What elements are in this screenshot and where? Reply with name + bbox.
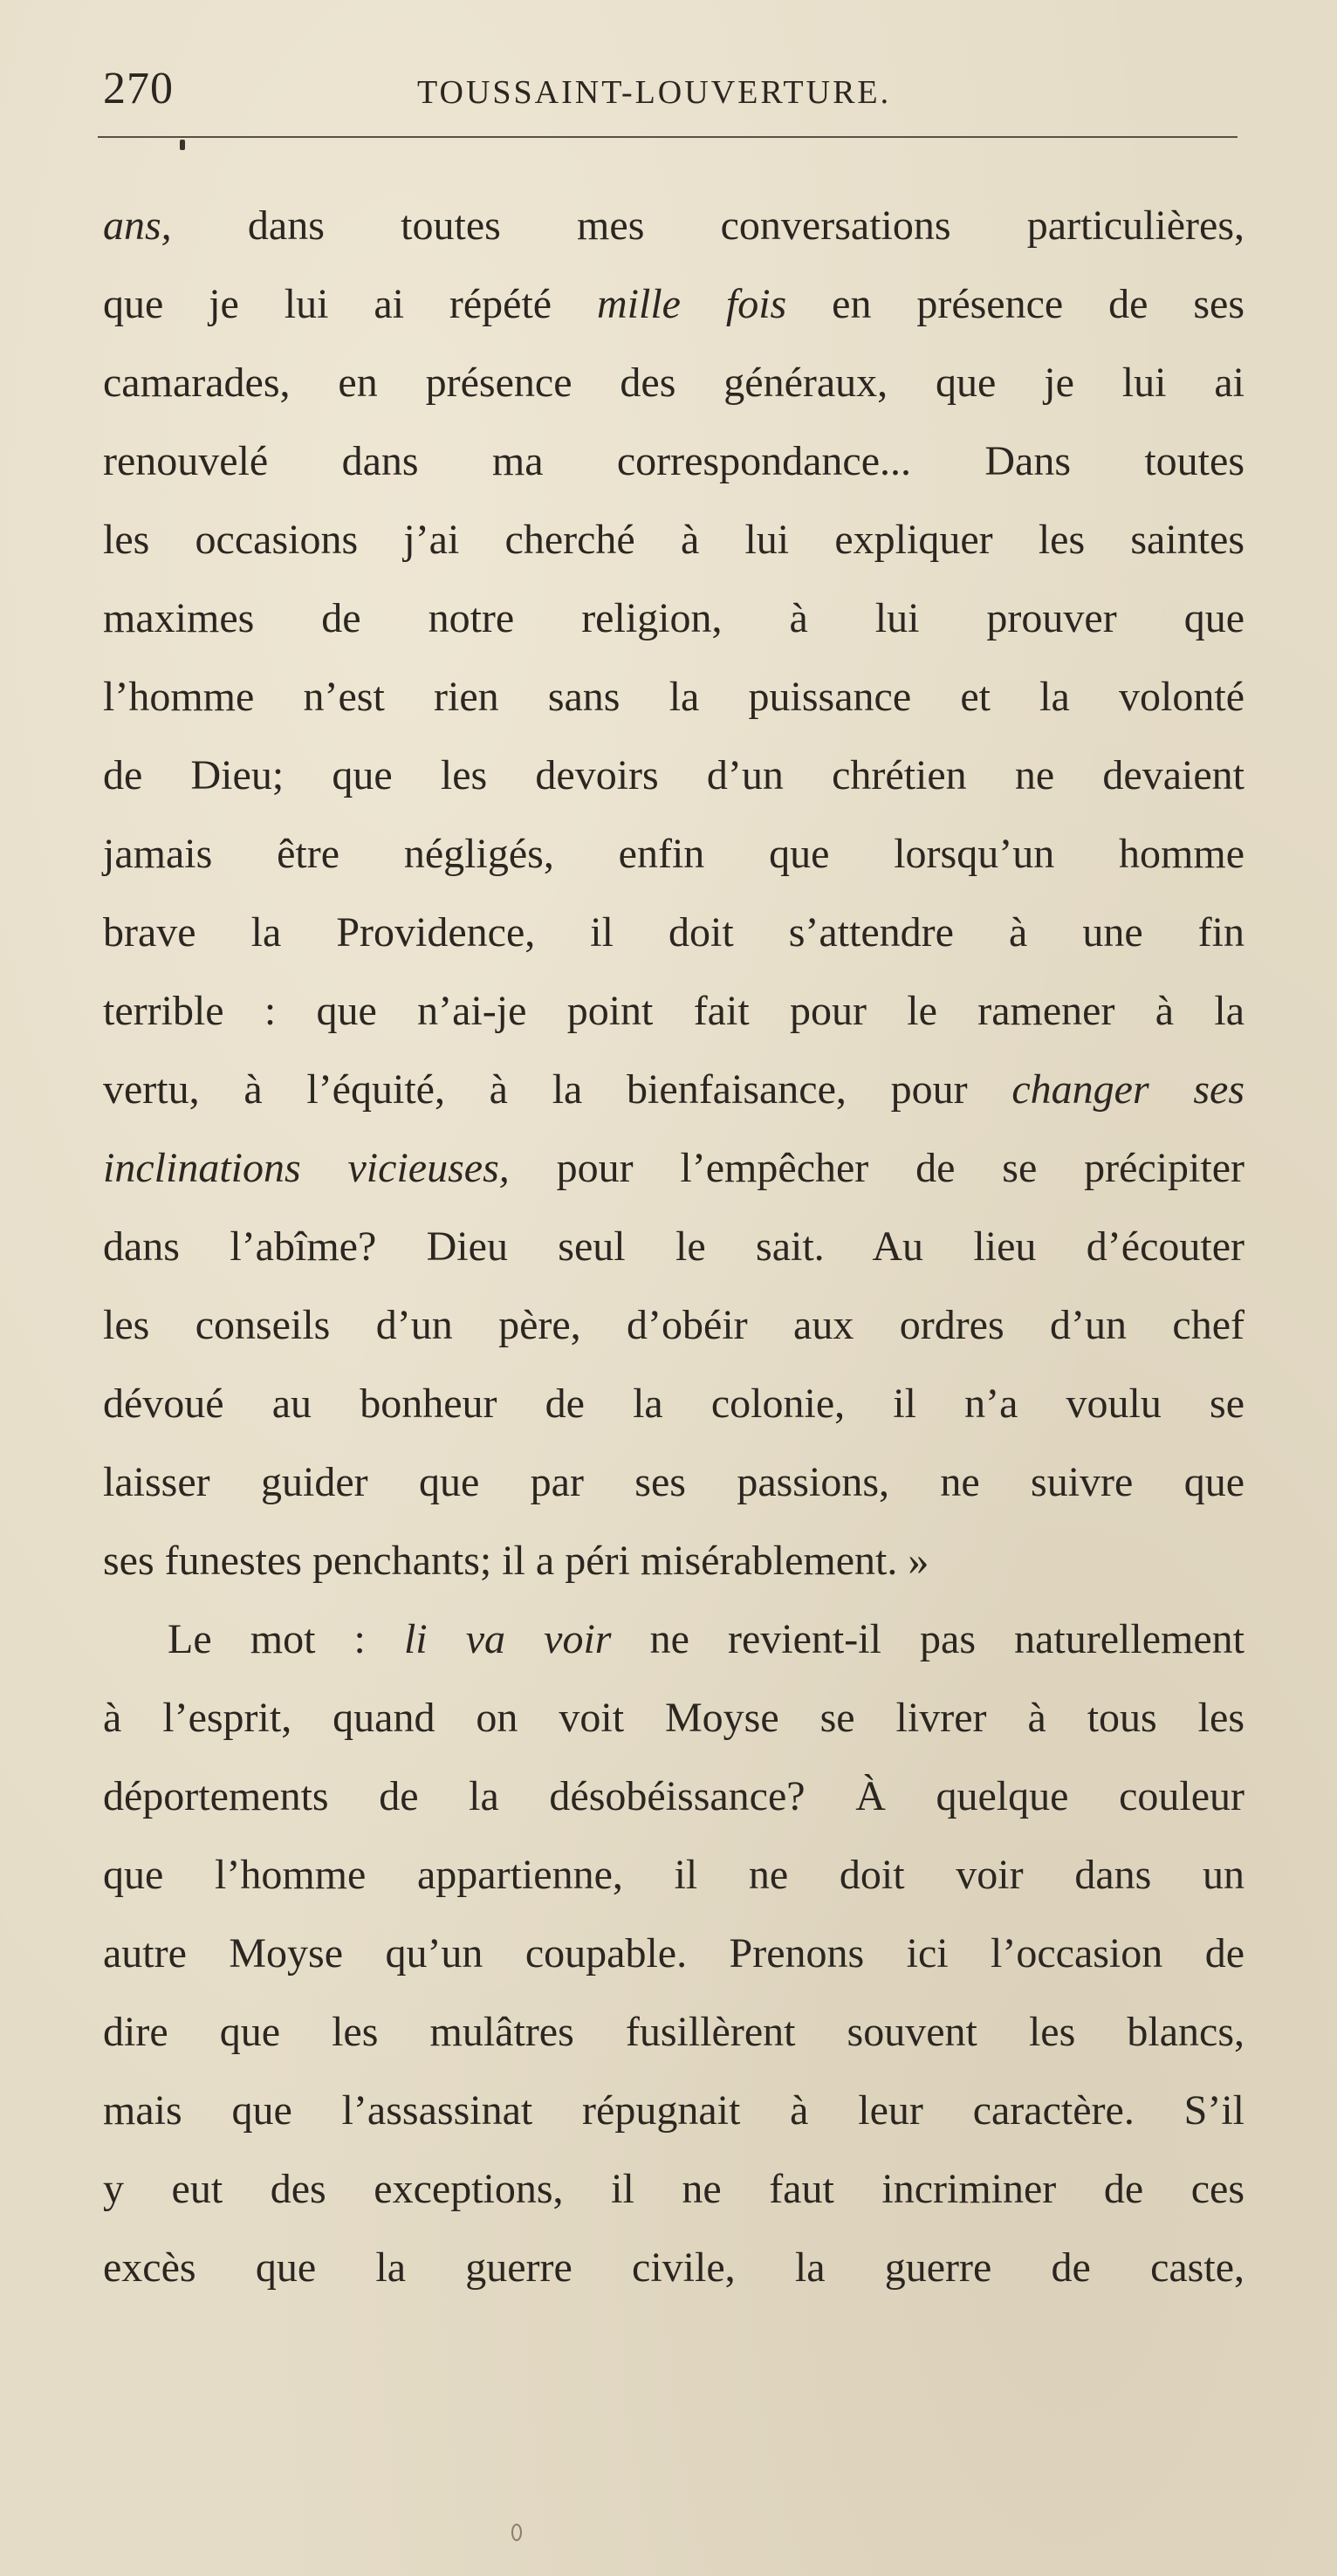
- italic-text: li va voir: [403, 1616, 612, 1662]
- text-segment: dans l’abîme? Dieu seul le sait. Au lieu d’écouter: [103, 1223, 1244, 1270]
- text-line: [103, 815, 1244, 894]
- text-segment: l’homme n’est rien sans la puissance et la volonté: [103, 674, 1244, 720]
- text-line: [103, 1757, 1244, 1836]
- text-segment: dire que les mulâtres fusillèrent souvent les blancs,: [103, 2009, 1244, 2055]
- page-number: 270: [103, 64, 174, 113]
- text-line: [103, 1286, 1244, 1365]
- running-title: TOUSSAINT-LOUVERTURE.: [417, 74, 892, 111]
- text-line: [103, 422, 1244, 501]
- text-segment: de Dieu; que les devoirs d’un chrétien ne devaient: [103, 752, 1244, 798]
- text-line: [103, 894, 1244, 972]
- text-segment: maximes de notre religion, à lui prouver que: [103, 595, 1244, 641]
- text-segment: renouvelé dans ma correspondance... Dans toutes: [103, 438, 1244, 484]
- text-segment: pour l’empêcher de se précipiter: [509, 1145, 1244, 1191]
- text-line: [103, 736, 1244, 815]
- italic-text: mille fois: [597, 281, 787, 327]
- text-line: [103, 1365, 1244, 1443]
- body-text: [103, 187, 1244, 2307]
- text-line: [103, 344, 1244, 422]
- text-segment: laisser guider que par ses passions, ne suivre que: [103, 1459, 1244, 1505]
- text-segment: camarades, en présence des généraux, que je lui ai: [103, 360, 1244, 406]
- text-segment: les occasions j’ai cherché à lui expliquer les saintes: [103, 517, 1244, 563]
- text-line: [103, 1129, 1244, 1208]
- text-segment: dévoué au bonheur de la colonie, il n’a voulu se: [103, 1380, 1244, 1427]
- text-line: [103, 2229, 1244, 2307]
- text-segment: terrible : que n’ai-je point fait pour le ramener à la: [103, 988, 1244, 1034]
- italic-text: ans,: [103, 202, 172, 249]
- italic-text: inclinations vicieuses,: [103, 1145, 510, 1191]
- text-segment: déportements de la désobéissance? À quelque couleur: [103, 1773, 1244, 1819]
- text-line: [103, 579, 1244, 658]
- text-segment: Le mot :: [168, 1616, 404, 1662]
- text-segment: ses funestes penchants; il a péri misérablement. »: [103, 1538, 929, 1584]
- text-line: [103, 1836, 1244, 1915]
- header-rule: [98, 136, 1238, 138]
- text-segment: brave la Providence, il doit s’attendre à une fin: [103, 909, 1244, 956]
- text-segment: ne revient-il pas naturellement: [611, 1616, 1245, 1662]
- italic-text: changer ses: [1011, 1066, 1244, 1113]
- text-line: [103, 1679, 1244, 1757]
- text-segment: excès que la guerre civile, la guerre de caste,: [103, 2244, 1244, 2291]
- text-segment: dans toutes mes conversations particulières,: [171, 202, 1244, 249]
- text-line: [103, 1443, 1244, 1522]
- text-line: [103, 501, 1244, 579]
- text-line: [103, 1993, 1244, 2072]
- rule-ornament: [180, 140, 185, 150]
- text-line: [103, 1522, 1244, 1600]
- text-segment: y eut des exceptions, il ne faut incriminer de ces: [103, 2166, 1244, 2212]
- text-line: [103, 2072, 1244, 2150]
- running-head: [98, 54, 1248, 124]
- text-segment: autre Moyse qu’un coupable. Prenons ici l’occasion de: [103, 1930, 1244, 1977]
- text-segment: à l’esprit, quand on voit Moyse se livrer à tous les: [103, 1695, 1244, 1741]
- text-line: [103, 2150, 1244, 2229]
- text-line: [103, 1051, 1244, 1129]
- text-line: [103, 1208, 1244, 1286]
- text-segment: jamais être négligés, enfin que lorsqu’un homme: [103, 831, 1244, 877]
- text-line: [103, 658, 1244, 736]
- text-segment: en présence de ses: [786, 281, 1244, 327]
- text-line: [103, 972, 1244, 1051]
- text-segment: les conseils d’un père, d’obéir aux ordres d’un chef: [103, 1302, 1244, 1348]
- footer-mark: [511, 2524, 522, 2541]
- text-line: [103, 265, 1244, 344]
- text-line: [103, 1915, 1244, 1993]
- text-line: [103, 1600, 1244, 1679]
- text-segment: que je lui ai répété: [103, 281, 597, 327]
- text-line: [103, 187, 1244, 265]
- text-segment: mais que l’assassinat répugnait à leur caractère. S’il: [103, 2087, 1244, 2134]
- text-segment: vertu, à l’équité, à la bienfaisance, pour: [103, 1066, 1012, 1113]
- text-segment: que l’homme appartienne, il ne doit voir dans un: [103, 1852, 1244, 1898]
